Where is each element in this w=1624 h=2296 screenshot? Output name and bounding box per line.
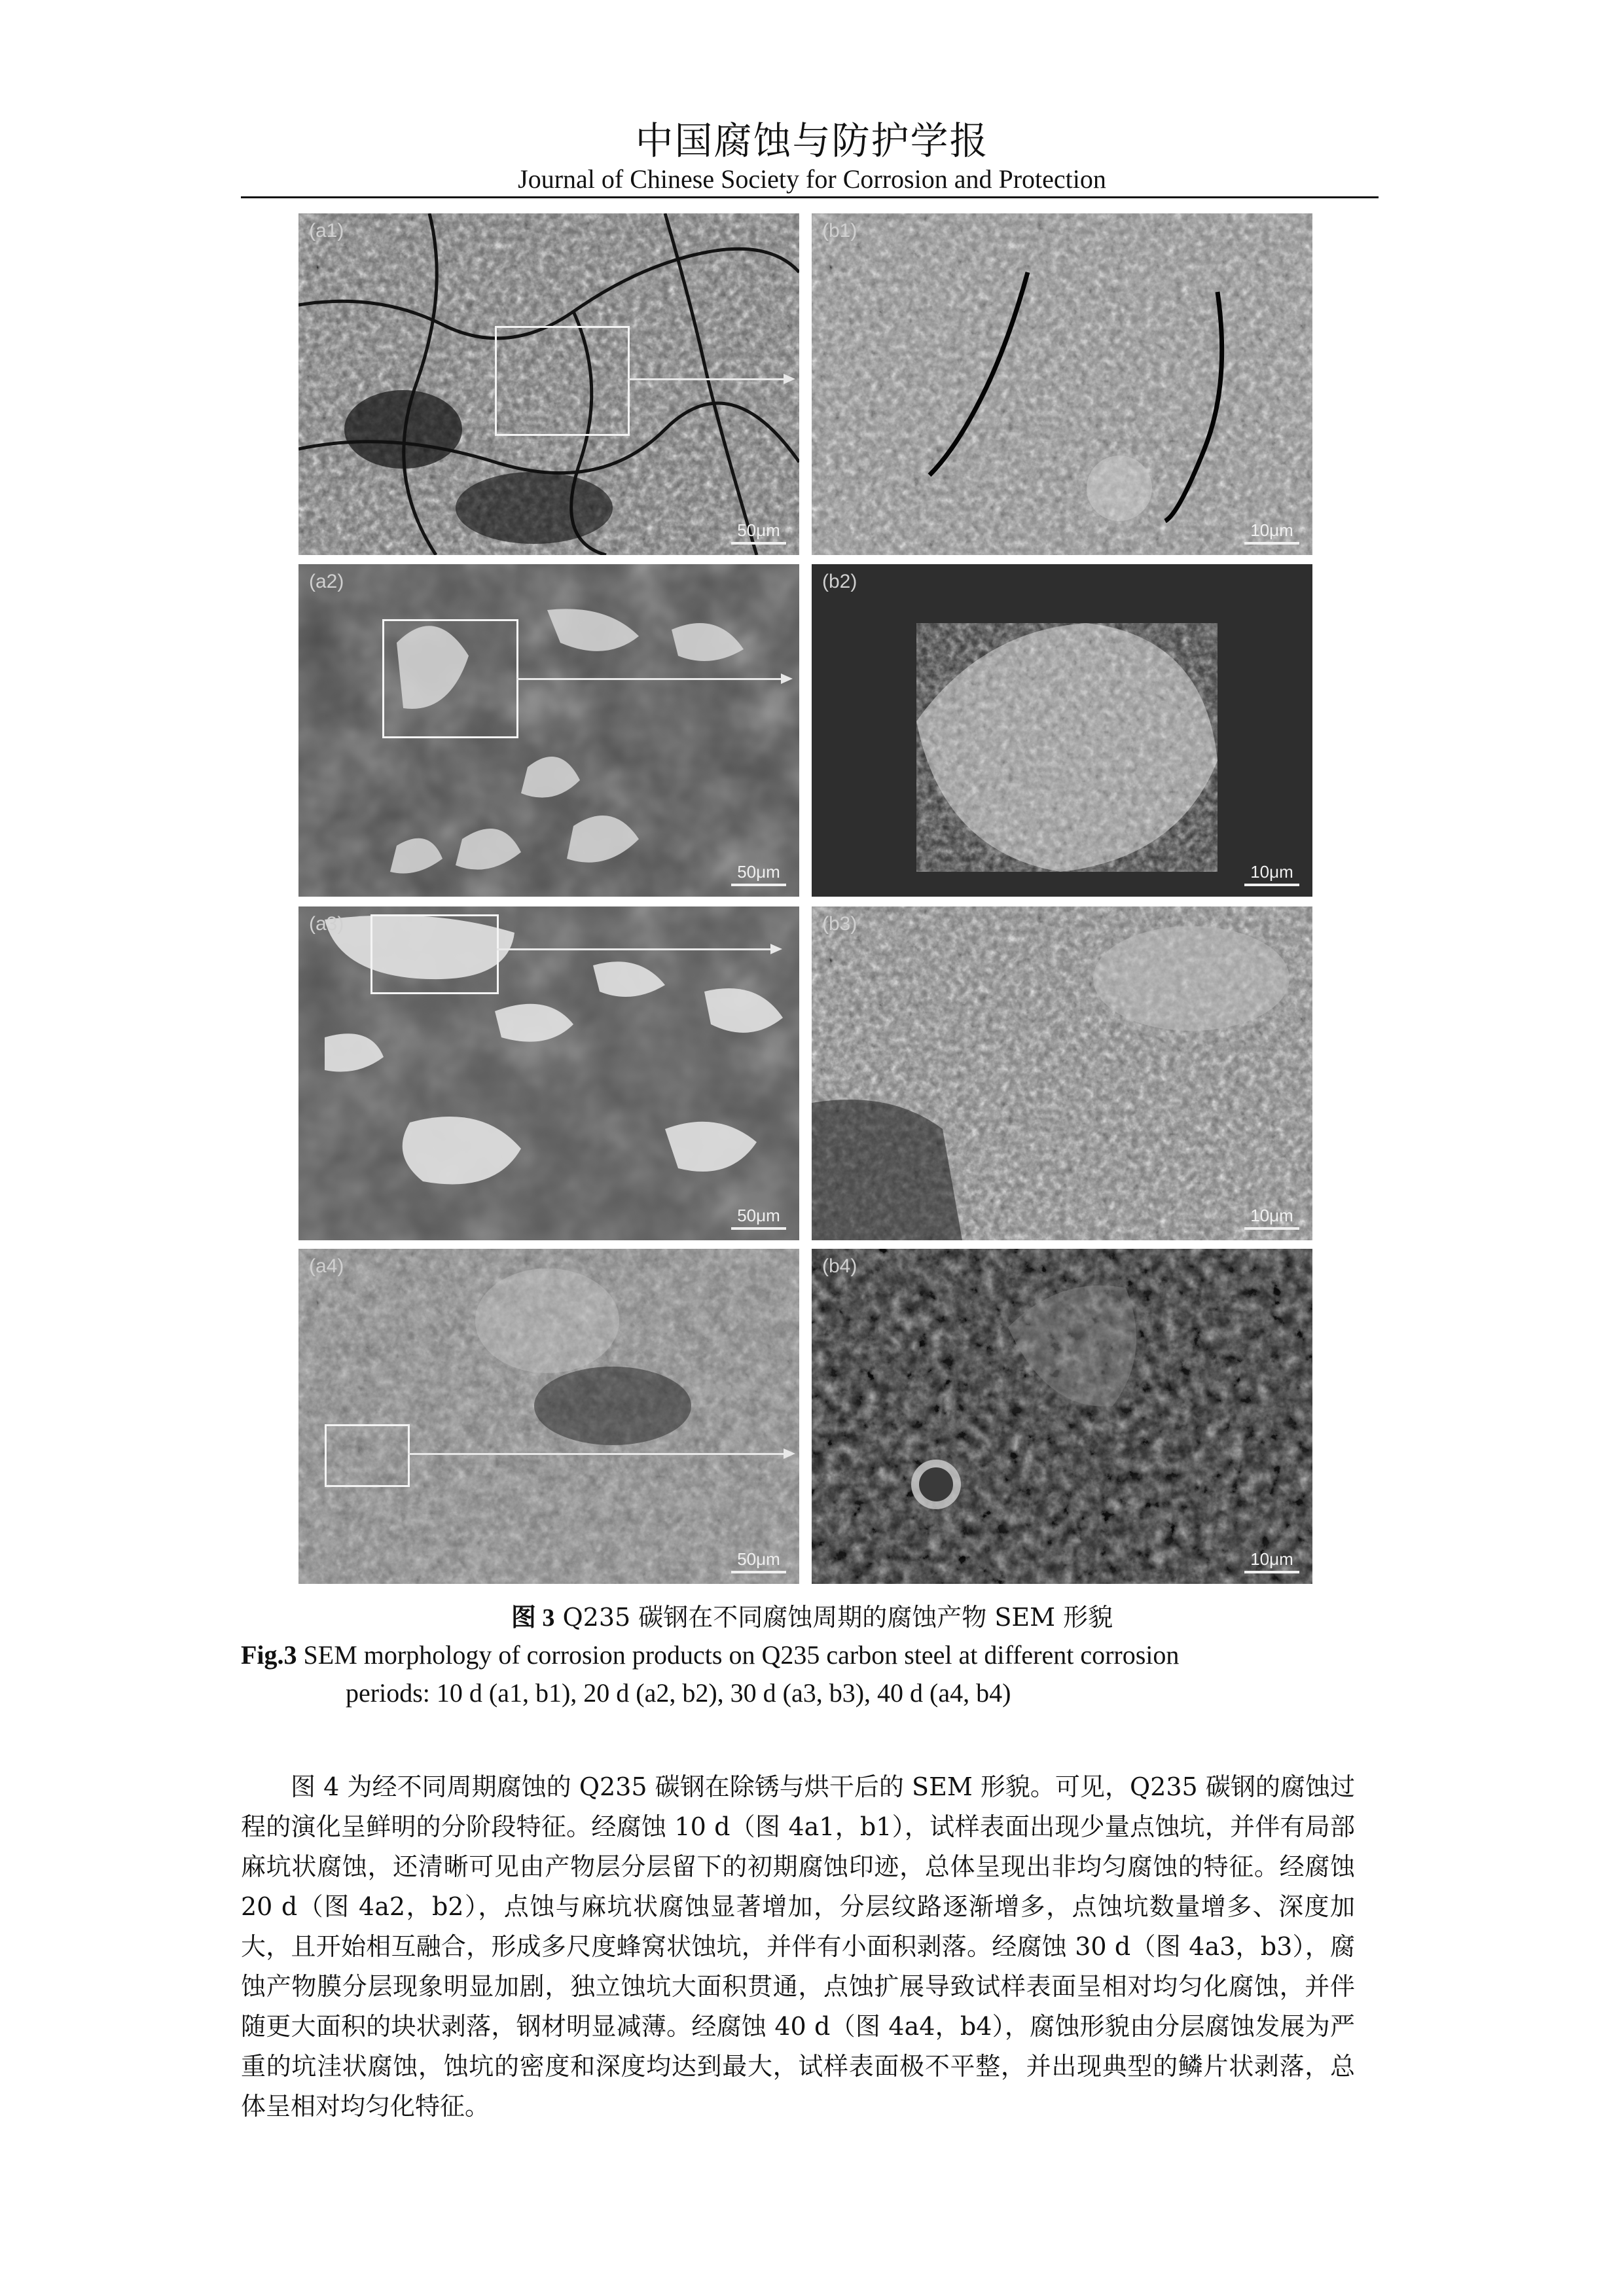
figure-caption-en-line1: SEM morphology of corrosion products on Q235 carbon steel at different corrosion <box>297 1640 1180 1670</box>
sem-image-b4 <box>812 1249 1312 1584</box>
header-rule <box>241 196 1379 198</box>
zoom-region-box-a2 <box>382 619 518 738</box>
scale-bar-b3: 10μm <box>1244 1206 1299 1230</box>
zoom-arrow-a4 <box>408 1453 785 1455</box>
zoom-arrow-a3 <box>497 948 772 950</box>
figure-caption-cn <box>0 1597 1624 1633</box>
sem-image-a2 <box>298 564 799 897</box>
sem-image-b1 <box>812 213 1312 555</box>
sem-panel-b1 <box>812 213 1312 555</box>
sem-panel-a3 <box>298 906 799 1240</box>
figure-caption-en-line2: periods: 10 d (a1, b1), 20 d (a2, b2), 30 d (a3, b3), 40 d (a4, b4) <box>346 1678 1011 1708</box>
scale-bar-b4: 10μm <box>1244 1549 1299 1573</box>
scale-bar-a2: 50μm <box>731 862 786 886</box>
scale-bar-b1: 10μm <box>1244 520 1299 545</box>
sem-panel-b2 <box>812 564 1312 897</box>
panel-label-a4: (a4) <box>309 1255 344 1277</box>
panel-label-a3: (a3) <box>309 913 344 935</box>
panel-label-a2: (a2) <box>309 571 344 592</box>
panel-label-b1: (b1) <box>822 220 857 242</box>
scale-bar-a4: 50μm <box>731 1549 786 1573</box>
sem-panel-b4 <box>812 1249 1312 1584</box>
panel-label-b2: (b2) <box>822 571 857 592</box>
panel-label-b3: (b3) <box>822 913 857 935</box>
sem-panel-a1 <box>298 213 799 555</box>
journal-title-cn: 中国腐蚀与防护学报 <box>635 118 989 163</box>
sem-image-a4 <box>298 1249 799 1584</box>
figure-caption-en <box>241 1636 1355 1712</box>
panel-label-a1: (a1) <box>309 220 344 242</box>
figure-caption-cn-tag: 图 3 <box>511 1604 555 1632</box>
scale-bar-a1: 50μm <box>731 520 786 545</box>
scale-bar-b2: 10μm <box>1244 862 1299 886</box>
zoom-region-box-a4 <box>325 1424 410 1487</box>
zoom-region-box-a3 <box>370 914 499 994</box>
sem-panel-a4 <box>298 1249 799 1584</box>
zoom-region-box-a1 <box>495 326 630 436</box>
figure-caption-en-tag: Fig.3 <box>241 1640 297 1670</box>
body-paragraph: 图 4 为经不同周期腐蚀的 Q235 碳钢在除锈与烘干后的 SEM 形貌。可见，Q235 碳钢的腐蚀过程的演化呈鲜明的分阶段特征。经腐蚀 10 d（图 4a1，b1），试样表面出现少量点蚀坑，并伴有局部麻坑状腐蚀，还清晰可见由产物层分层留下的初期腐蚀印迹，总体呈现出非均匀腐蚀的特征。经腐蚀 20 d（图 4a2，b2），点蚀与麻坑状腐蚀显著增加，分层纹路逐渐增多，点蚀坑数量增多、深度加大，且开始相互融合，形成多尺度蜂窝状蚀坑，并伴有小面积剥落。经腐蚀 30 d（图 4a3，b3），腐蚀产物膜分层现象明显加剧，独立蚀坑大面积贯通，点蚀扩展导致试样表面呈相对均匀化腐蚀，并伴随更大面积的块状剥落，钢材明显减薄。经腐蚀 40 d（图 4a4，b4），腐蚀形貌由分层腐蚀发展为严重的坑洼状腐蚀，蚀坑的密度和深度均达到最大，试样表面极不平整，并出现典型的鳞片状剥落，总体呈相对均匀化特征。 <box>241 1772 1355 2121</box>
panel-label-b4: (b4) <box>822 1255 857 1277</box>
zoom-arrow-a1 <box>628 378 785 380</box>
sem-image-b3 <box>812 906 1312 1240</box>
sem-panel-a2 <box>298 564 799 897</box>
figure-caption-cn-text: Q235 碳钢在不同腐蚀周期的腐蚀产物 SEM 形貌 <box>554 1603 1113 1632</box>
scale-bar-a3: 50μm <box>731 1206 786 1230</box>
zoom-arrow-a2 <box>516 678 782 680</box>
sem-image-b2 <box>812 564 1312 897</box>
journal-title-en: Journal of Chinese Society for Corrosion and Protection <box>518 164 1106 194</box>
sem-panel-b3 <box>812 906 1312 1240</box>
